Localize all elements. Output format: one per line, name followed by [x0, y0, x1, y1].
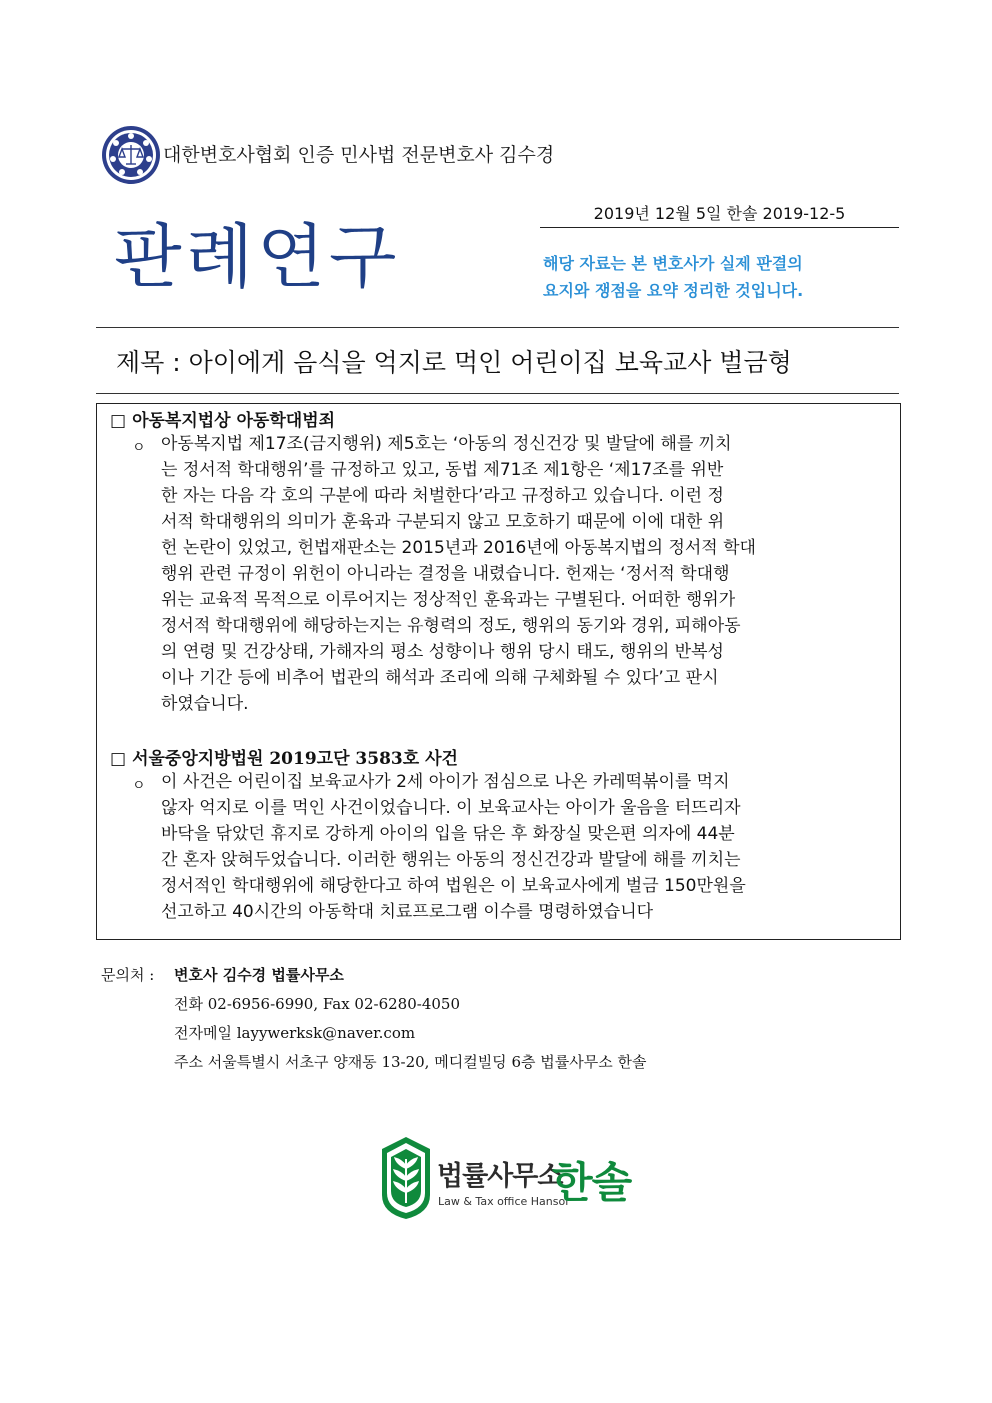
- paragraph-line: 이나 기간 등에 비추어 법관의 해석과 조리에 의해 구체화될 수 있다’고 판시: [161, 668, 719, 688]
- paragraph-line: 의 연령 및 건강상태, 가해자의 평소 성향이나 행위 당시 태도, 행위의 반복성: [161, 642, 724, 662]
- paragraph-line: 는 정서적 학대행위’를 규정하고 있고, 동법 제71조 제1항은 ‘제17조를 위반: [161, 460, 724, 480]
- paragraph-line: 정서적인 학대행위에 해당한다고 하여 법원은 이 보육교사에게 벌금 150만원을: [161, 876, 746, 896]
- paragraph-line: 서적 학대행위의 의미가 훈육과 구분되지 않고 모호하기 때문에 이에 대한 위: [161, 512, 725, 532]
- law-firm-logo-icon: [378, 1135, 434, 1225]
- bullet-circle-icon: ㅇ: [132, 440, 146, 456]
- date-line: 2019년 12월 5일 한솔 2019-12-5: [540, 201, 899, 228]
- bar-association-emblem: [100, 124, 162, 186]
- affiliation-text: 대한변호사협회 인증 민사법 전문변호사 김수경: [163, 144, 555, 166]
- checkbox-square-icon: □: [110, 749, 127, 769]
- paragraph-line: 않자 억지로 이를 먹인 사건이었습니다. 이 보육교사는 아이가 울음을 터뜨리자: [161, 798, 741, 818]
- section-title: 아동복지법상 아동학대범죄: [132, 411, 336, 431]
- paragraph-line: 위는 교육적 목적으로 이루어지는 정상적인 훈육과는 구별된다. 어떠한 행위가: [161, 590, 736, 610]
- section-heading: [110, 744, 458, 769]
- paragraph-line: 선고하고 40시간의 아동학대 치료프로그램 이수를 명령하였습니다: [161, 902, 654, 922]
- section-title: 서울중앙지방법원 2019고단 3583호 사건: [132, 749, 458, 769]
- paragraph-line: 바닥을 닦았던 휴지로 강하게 아이의 입을 닦은 후 화장실 맞은편 의자에 44분: [161, 824, 735, 844]
- paragraph-line: 하였습니다.: [161, 694, 249, 714]
- notice-line-2: 요지와 쟁점을 요약 정리한 것입니다.: [543, 281, 804, 300]
- contact-address: 주소 서울특별시 서초구 양재동 13-20, 메디컬빌딩 6층 법률사무소 한솔: [174, 1053, 647, 1071]
- contact-email: 전자메일 layywerksk@naver.com: [174, 1024, 416, 1042]
- notice-line-1: 해당 자료는 본 변호사가 실제 판결의: [543, 254, 803, 273]
- subject-heading: 제목 : 아이에게 음식을 억지로 먹인 어린이집 보육교사 벌금형: [116, 348, 792, 377]
- paragraph-line: 이 사건은 어린이집 보육교사가 2세 아이가 점심으로 나온 카레떡볶이를 먹지: [161, 772, 730, 792]
- paragraph-line: 정서적 학대행위에 해당하는지는 유형력의 정도, 행위의 동기와 경위, 피해아동: [161, 616, 741, 636]
- logo-english-text: Law & Tax office Hansol: [438, 1195, 569, 1208]
- paragraph-line: 간 혼자 앉혀두었습니다. 이러한 행위는 아동의 정신건강과 발달에 해를 끼치는: [161, 850, 741, 870]
- divider: [96, 393, 899, 394]
- section-paragraph: [161, 431, 894, 717]
- section-heading: [110, 406, 335, 431]
- logo-brand-text: 한솔: [552, 1158, 632, 1207]
- checkbox-square-icon: □: [110, 411, 127, 431]
- page-title: 판례연구: [114, 216, 401, 298]
- section-paragraph: [161, 769, 894, 925]
- contact-name: 변호사 김수경 법률사무소: [174, 966, 344, 984]
- notice-text: [543, 250, 803, 304]
- bullet-circle-icon: ㅇ: [132, 778, 146, 794]
- logo-korean-text: 법률사무소: [437, 1161, 563, 1192]
- paragraph-line: 행위 관련 규정이 위헌이 아니라는 결정을 내렸습니다. 헌재는 ‘정서적 학대행: [161, 564, 730, 584]
- paragraph-line: 헌 논란이 있었고, 헌법재판소는 2015년과 2016년에 아동복지법의 정서적 학대: [161, 538, 756, 558]
- paragraph-line: 아동복지법 제17조(금지행위) 제5호는 ‘아동의 정신건강 및 발달에 해를 끼치: [161, 434, 732, 454]
- contact-label: 문의처 :: [101, 966, 155, 984]
- contact-phone: 전화 02-6956-6990, Fax 02-6280-4050: [174, 995, 460, 1013]
- divider: [96, 327, 899, 328]
- paragraph-line: 한 자는 다음 각 호의 구분에 따라 처벌한다’라고 규정하고 있습니다. 이런 정: [161, 486, 724, 506]
